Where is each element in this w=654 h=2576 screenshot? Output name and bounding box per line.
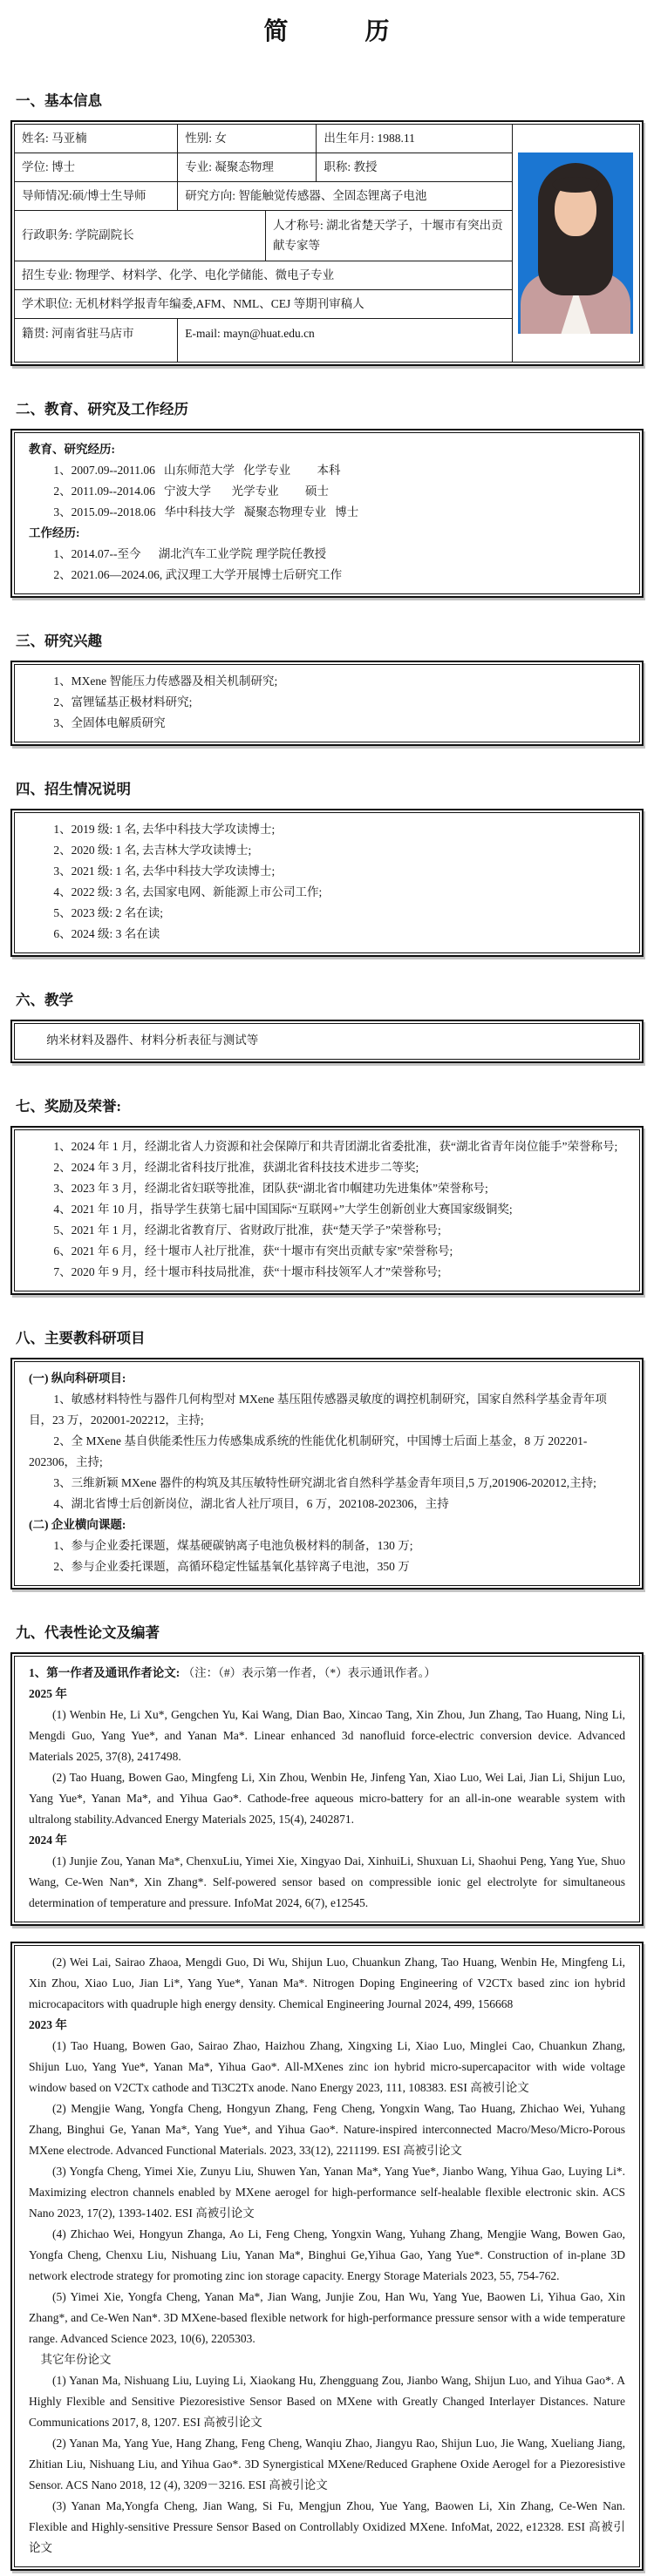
admission-item: 1、2019 级: 1 名, 去华中科技大学攻读博士; — [53, 823, 276, 836]
project-item: 2、参与企业委托课题，高循环稳定性锰基氧化基锌离子电池，350 万 — [53, 1560, 410, 1573]
admission-item: 3、2021 级: 1 名, 去华中科技大学攻读博士; — [53, 864, 276, 878]
award-item: 5、2021 年 1 月，经湖北省教育厅、省财政厅批准，获“楚天学子”荣誉称号; — [53, 1224, 441, 1237]
publication-item: (2) Yanan Ma, Yang Yue, Hang Zhang, Feng Cheng, Wanqiu Zhao, Jiangyu Rao, Shijun Luo, Jie Wang, Xueliang Jiang, Zhitian Liu, Nishuang Liu, and Yihua Gao*. 3D Synergistical MXene/Reduced Graphene Oxide Aerogel for a Piezoresistive Sensor. ACS Nano 2018, 12 (4), 3209－3216. ESI 高被引论文 — [29, 2437, 625, 2491]
publication-item: (1) Wenbin He, Li Xu*, Gengchen Yu, Kai Wang, Dian Bao, Xincao Tang, Xin Zhou, Jun Zhang, Tao Huang, Ning Li, Mengdi Guo, Yang Yue*, and Yanan Ma*. Linear enhanced 3d nanofluid force-electric conversion device. Advanced Materials 2025, 37(8), 2417498. — [29, 1708, 625, 1763]
publication-item: (2) Wei Lai, Sairao Zhaoa, Mengdi Guo, Di Wu, Shijun Luo, Chuankun Zhang, Tao Huang, Wenbin He, Mingfeng Li, Xin Zhou, Xiao Luo, Jian Li*, Yang Yue*, Yanan Ma*. Nitrogen Doping Engineering of V2CTx based zinc ion hybrid microcapacitors with quadruple high energy density. Chemical Engineering Journal 2024, 499, 156668 — [29, 1956, 625, 2010]
admission-item: 4、2022 级: 3 名, 去国家电网、新能源上市公司工作; — [53, 885, 323, 898]
email-field: E-mail: mayn@huat.edu.cn — [178, 319, 513, 363]
award-item: 2、2024 年 3 月，经湖北省科技厅批准，获湖北省科技技术进步二等奖; — [53, 1161, 419, 1174]
section-heading-projects: 八、主要教科研项目 — [16, 1330, 146, 1346]
interest-item: 1、MXene 智能压力传感器及相关机制研究; — [53, 675, 278, 688]
name-field: 姓名: 马亚楠 — [15, 125, 178, 153]
section-heading-teaching: 六、教学 — [16, 992, 73, 1008]
publications-subheading-label: 1、第一作者及通讯作者论文: — [29, 1666, 181, 1679]
section-heading-interests: 三、研究兴趣 — [16, 633, 102, 649]
publications-box-1 — [10, 1652, 644, 1926]
interests-box-inner — [14, 664, 640, 742]
admin-post-field: 行政职务: 学院副院长 — [15, 211, 266, 261]
doc-title: 简 历 — [263, 18, 391, 45]
education-item: 2、2011.09--2014.06 宁波大学 光学专业 硕士 — [53, 485, 329, 498]
other-years-label: 其它年份论文 — [40, 2353, 112, 2366]
birth-field: 出生年月: 1988.11 — [317, 125, 513, 153]
publications-box-2-inner — [14, 1945, 640, 2567]
admission-item: 2、2020 级: 1 名, 去吉林大学攻读博士; — [53, 844, 252, 857]
project-item: 2、全 MXene 基自供能柔性压力传感集成系统的性能优化机制研究，中国博士后面上基金，8 万 202201-202306，主持; — [29, 1434, 588, 1468]
section-heading-education: 二、教育、研究及工作经历 — [16, 401, 188, 417]
teaching-box — [10, 1020, 644, 1063]
publications-box-2 — [10, 1942, 644, 2571]
projects-box-inner — [14, 1361, 640, 1586]
publications-subheading-note: （注：（#）表示第一作者，（*）表示通讯作者。） — [182, 1666, 436, 1679]
interests-box — [10, 661, 644, 746]
award-item: 7、2020 年 9 月，经十堰市科技局批准，获“十堰市科技领军人才”荣誉称号; — [53, 1265, 441, 1278]
interest-item: 3、全固体电解质研究 — [53, 716, 166, 729]
admissions-box-inner — [14, 812, 640, 953]
publication-item: (1) Tao Huang, Bowen Gao, Sairao Zhao, Haizhou Zhang, Xingxing Li, Xiao Luo, Minglei Cao, Chuankun Zhang, Shijun Luo, Yang Yue*, Yanan Ma*, Yihua Gao*. All-MXenes zinc ion hybrid micro-supercapacitor with wide voltage window based on V2CTx cathode and Ti3C2Tx anode. Nano Energy 2023, 111, 108383. ESI 高被引论文 — [29, 2039, 625, 2094]
portrait-bangs — [552, 177, 599, 193]
vertical-projects-label: (一) 纵向科研项目: — [29, 1372, 126, 1385]
education-item: 3、2015.09--2018.06 华中科技大学 凝聚态物理专业 博士 — [53, 505, 359, 519]
basic-info-box — [10, 120, 644, 366]
degree-field: 学位: 博士 — [15, 153, 178, 182]
academic-posts-field: 学术职位: 无机材料学报青年编委,AFM、NML、CEJ 等期刊审稿人 — [15, 290, 513, 319]
publications-box-1-inner — [14, 1656, 640, 1922]
talent-title-field: 人才称号: 湖北省楚天学子，十堰市有突出贡献专家等 — [265, 211, 512, 261]
publication-item: (3) Yanan Ma,Yongfa Cheng, Jian Wang, Si Fu, Mengjun Zhou, Yue Yang, Baowen Li, Xin Zhang, Ce-Wen Nan. Flexible and Highly-sensitive Pressure Sensor Based on Controllably Oxidized MXene. InfoMat, 2022, e12328. ESI 高被引论文 — [29, 2499, 625, 2554]
year-label-2024: 2024 年 — [29, 1834, 67, 1847]
photo-cell — [512, 125, 639, 363]
work-item: 2、2021.06—2024.06, 武汉理工大学开展博士后研究工作 — [53, 568, 343, 581]
enroll-majors-field: 招生专业: 物理学、材料学、化学、电化学储能、微电子专业 — [15, 261, 513, 290]
awards-box — [10, 1126, 644, 1295]
section-heading-awards: 七、奖励及荣誉: — [16, 1098, 121, 1115]
award-item: 1、2024 年 1 月，经湖北省人力资源和社会保障厅和共青团湖北省委批准，获“湖北省青年岗位能手”荣誉称号; — [53, 1140, 618, 1153]
admission-item: 5、2023 级: 2 名在读; — [53, 906, 163, 919]
projects-box — [10, 1358, 644, 1590]
publications-subheading — [29, 1663, 625, 1684]
education-item: 1、2007.09--2011.06 山东师范大学 化学专业 本科 — [53, 464, 341, 477]
id-photo — [518, 153, 633, 334]
year-label-2023: 2023 年 — [29, 2018, 67, 2031]
publication-item: (4) Zhichao Wei, Hongyun Zhanga, Ao Li, Feng Cheng, Yongxin Wang, Yuhang Zhang, Mengjie Wang, Bowen Gao, Yongfa Cheng, Chenxu Liu, Nishuang Liu, Yanan Ma*, Binghui Ge,Yihua Gao, Yang Yue*. Construction of in-plane 3D network electrode strategy for promoting zinc ion storage capacity. Energy Storage Materials 2023, 55, 754-762. — [29, 2227, 625, 2282]
teaching-box-inner — [14, 1023, 640, 1060]
publication-item: (2) Mengjie Wang, Yongfa Cheng, Hongyun Zhang, Feng Cheng, Yongxin Wang, Tao Huang, Zhichao Wei, Yuhang Zhang, Binghui Ge, Yanan Ma*, Yang Yue*, and Yihua Gao*. Nature-inspired interconnected Macro/Meso/Micro-Porous MXene electrode. Advanced Functional Materials. 2023, 33(12), 2211199. ESI 高被引论文 — [29, 2102, 625, 2157]
gender-field: 性别: 女 — [178, 125, 317, 153]
awards-box-inner — [14, 1129, 640, 1291]
basic-info-table — [14, 124, 640, 363]
project-item: 1、参与企业委托课题，煤基硬碳钠离子电池负极材料的制备，130 万; — [53, 1539, 413, 1552]
work-label: 工作经历: — [29, 526, 80, 539]
award-item: 4、2021 年 10 月，指导学生获第七届中国国际“互联网+”大学生创新创业大赛国家级铜奖; — [53, 1203, 513, 1216]
admissions-box — [10, 809, 644, 957]
education-label: 教育、研究经历: — [29, 443, 115, 456]
award-item: 3、2023 年 3 月，经湖北省妇联等批准，团队获“湖北省巾帼建功先进集体”荣誉称号; — [53, 1182, 488, 1195]
publication-item: (3) Yongfa Cheng, Yimei Xie, Zunyu Liu, Shuwen Yan, Yanan Ma*, Yang Yue*, Jianbo Wang, Yihua Gao, Luying Li*. Maximizing electron channels enabled by MXene aerogel for high-performance self-healable flexible electronic skin. ACS Nano 2023, 17(2), 1393-1402. ESI 高被引论文 — [29, 2165, 625, 2220]
publication-item: (1) Junjie Zou, Yanan Ma*, ChenxuLiu, Yimei Xie, Xingyao Dai, XinhuiLi, Shuxuan Li, Shaohui Peng, Yang Yue, Shuo Wang, Ce-Wen Nan*, Xin Zhang*. Self-powered sensor based on compressible ionic gel electrolyte for simultaneous determination of temperature and pressure. InfoMat 2024, 6(7), e12545. — [29, 1854, 625, 1909]
hometown-field: 籍贯: 河南省驻马店市 — [15, 319, 178, 363]
publication-item: (1) Yanan Ma, Nishuang Liu, Luying Li, Xiaokang Hu, Zhengguang Zou, Jianbo Wang, Shijun Luo, and Yihua Gao*. A Highly Flexible and Sensitive Piezoresistive Sensor Based on MXene with Greatly Changed Interlayer Distances. Nature Communications 2017, 8, 1207. ESI 高被引论文 — [29, 2374, 625, 2429]
section-heading-admissions: 四、招生情况说明 — [16, 781, 131, 797]
title-field: 职称: 教授 — [317, 153, 513, 182]
major-field: 专业: 凝聚态物理 — [178, 153, 317, 182]
publication-item: (5) Yimei Xie, Yongfa Cheng, Yanan Ma*, Jian Wang, Junjie Zou, Han Wu, Yang Yue, Baowen Li, Yihua Gao, Xin Zhang*, and Ce-Wen Nan*. 3D MXene-based flexible network for high-performance pressure sensor with a wide temperature range. Advanced Science 2023, 10(6), 2205303. — [29, 2290, 625, 2345]
research-direction-field: 研究方向: 智能触觉传感器、全固态锂离子电池 — [178, 182, 513, 211]
project-item: 1、敏感材料特性与器件几何构型对 MXene 基压阻传感器灵敏度的调控机制研究，国家自然科学基金青年项目，23 万，202001-202212，主持; — [29, 1393, 607, 1427]
section-heading-publications: 九、代表性论文及编著 — [16, 1624, 160, 1641]
year-label-2025: 2025 年 — [29, 1687, 67, 1700]
project-item: 4、湖北省博士后创新岗位，湖北省人社厅项目，6 万，202108-202306，主持 — [53, 1497, 449, 1510]
section-heading-basic-info: 一、基本信息 — [16, 92, 102, 109]
interest-item: 2、富锂锰基正极材料研究; — [53, 695, 193, 708]
education-box — [10, 429, 644, 598]
teaching-content: 纳米材料及器件、材料分析表征与测试等 — [46, 1034, 259, 1047]
admission-item: 6、2024 级: 3 名在读 — [53, 927, 160, 940]
horizontal-projects-label: (二) 企业横向课题: — [29, 1518, 126, 1531]
award-item: 6、2021 年 6 月，经十堰市人社厅批准，获“十堰市有突出贡献专家”荣誉称号; — [53, 1244, 453, 1257]
education-box-inner — [14, 432, 640, 594]
work-item: 1、2014.07--至今 湖北汽车工业学院 理学院任教授 — [53, 547, 327, 560]
project-item: 3、三维新颖 MXene 器件的构筑及其压敏特性研究湖北省自然科学基金青年项目,5 万,201906-202012,主持; — [53, 1476, 596, 1489]
publication-item: (2) Tao Huang, Bowen Gao, Mingfeng Li, Xin Zhou, Wenbin He, Jinfeng Yan, Xiao Luo, Wei Lai, Jian Li, Shijun Luo, Yang Yue*, Yanan Ma*, and Yihua Gao*. Cathode-free aqueous micro-battery for an all-in-one wearable system with ultralong stability.Advanced Energy Materials 2025, 15(4), 2402871. — [29, 1771, 625, 1826]
mentor-field: 导师情况:硕/博士生导师 — [15, 182, 178, 211]
table-row — [15, 125, 640, 153]
